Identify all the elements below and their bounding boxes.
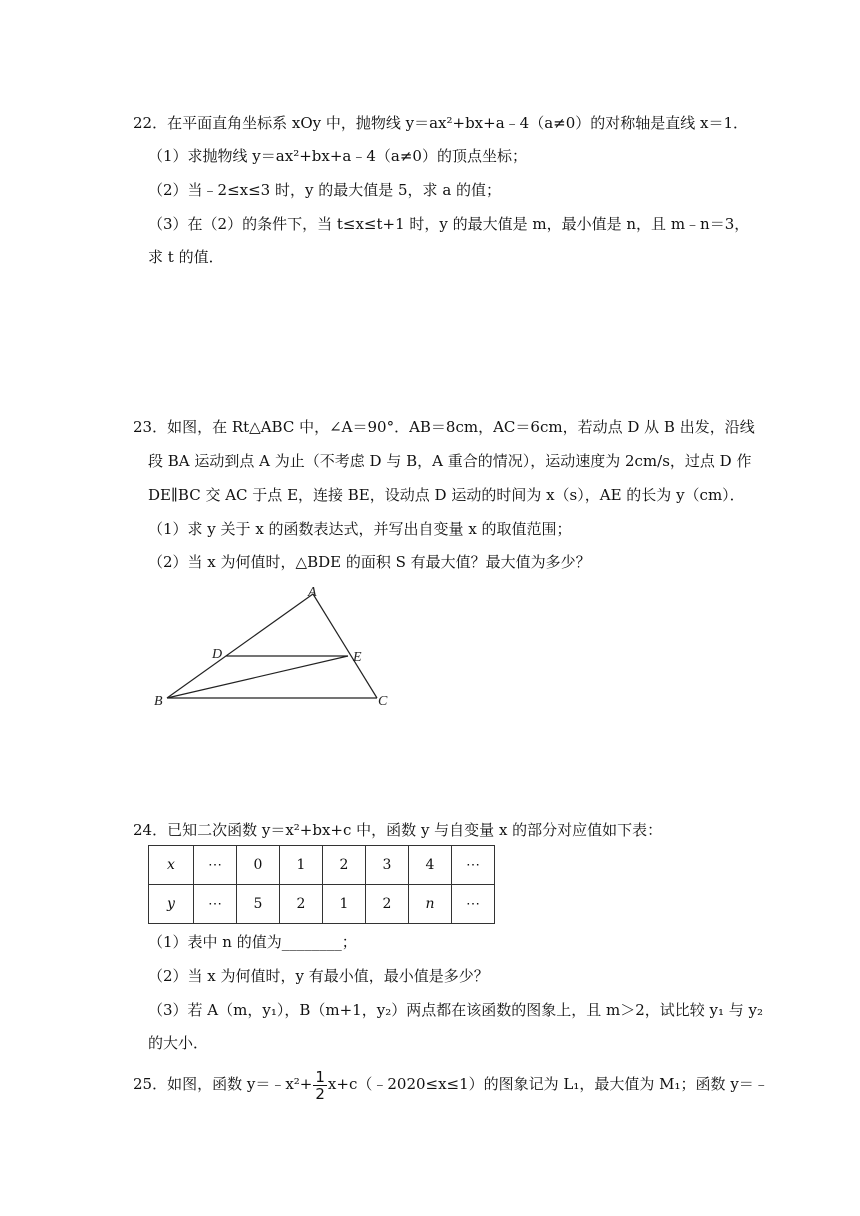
table-cell: ⋯ [194,885,237,924]
q24-part3: （3）若 A（m，y₁），B（m+1，y₂）两点都在该函数的图象上，且 m＞2，试比较 y₁ 与 y₂ [148,1001,764,1019]
label-a: A [308,585,317,600]
q24-part2: （2）当 x 为何值时，y 有最小值，最小值是多少？ [148,967,489,985]
table-cell: x [149,846,194,885]
table-cell: y [149,885,194,924]
table-cell: 5 [237,885,280,924]
table-cell: 2 [366,885,409,924]
table-row-y [149,885,495,924]
q22-part3: （3）在（2）的条件下，当 t≤x≤t+1 时，y 的最大值是 m，最小值是 n，且 m﹣n＝3， [148,215,750,233]
q24-part1: （1）表中 n 的值为________； [148,933,357,951]
table-cell: 4 [409,846,452,885]
q25-stem [133,1067,769,1102]
q22-part2: （2）当﹣2≤x≤3 时，y 的最大值是 5，求 a 的值； [148,181,502,199]
q23-stem-line3: DE∥BC 交 AC 于点 E，连接 BE，设动点 D 运动的时间为 x（s），AE 的长为 y（cm）． [148,486,745,504]
table-cell: 3 [366,846,409,885]
q22-part1: （1）求抛物线 y＝ax²+bx+a﹣4（a≠0）的顶点坐标； [148,147,527,165]
q23-part2: （2）当 x 为何值时，△BDE 的面积 S 有最大值？最大值为多少？ [148,553,591,571]
q24-stem: 24．已知二次函数 y＝x²+bx+c 中，函数 y 与自变量 x 的部分对应值如下表： [133,821,663,839]
label-b: B [154,694,163,709]
table-cell: 1 [280,846,323,885]
table-cell: 2 [280,885,323,924]
fraction-numerator: 1 [315,1067,325,1086]
q22-part3-cont: 求 t 的值． [148,248,224,266]
segment-ac [313,594,377,698]
table-cell: 2 [323,846,366,885]
q23-part1: （1）求 y 关于 x 的函数表达式，并写出自变量 x 的取值范围； [148,520,572,538]
fraction-denominator: 2 [315,1084,325,1103]
fraction-one-half [313,1069,327,1102]
table-cell: ⋯ [452,846,495,885]
q23-stem-line1: 23．如图，在 Rt△ABC 中，∠A＝90°．AB＝8cm，AC＝6cm，若动点 D 从 B 出发，沿线 [133,418,755,436]
label-d: D [212,647,223,662]
label-c: C [378,694,388,709]
q24-part3-cont: 的大小． [148,1034,209,1052]
q23-stem-line2: 段 BA 运动到点 A 为止（不考虑 D 与 B，A 重合的情况），运动速度为 2cm/s，过点 D 作 [148,452,752,470]
segment-ba [167,594,313,698]
table-cell: n [409,885,452,924]
table-cell: ⋯ [194,846,237,885]
table-row-x [149,846,495,885]
q25-stem-part-a: 25．如图，函数 y＝﹣x²+ [133,1075,313,1093]
q22-stem: 22．在平面直角坐标系 xOy 中，抛物线 y＝ax²+bx+a﹣4（a≠0）的对称轴是直线 x＝1． [133,114,749,132]
value-table [148,845,495,924]
triangle-figure [148,582,408,712]
table-cell: 1 [323,885,366,924]
table-cell: 0 [237,846,280,885]
label-e: E [353,650,362,665]
table-cell: ⋯ [452,885,495,924]
q25-stem-part-b: x+c（﹣2020≤x≤1）的图象记为 L₁，最大值为 M₁；函数 y＝﹣ [327,1075,769,1093]
segment-be [167,656,348,698]
